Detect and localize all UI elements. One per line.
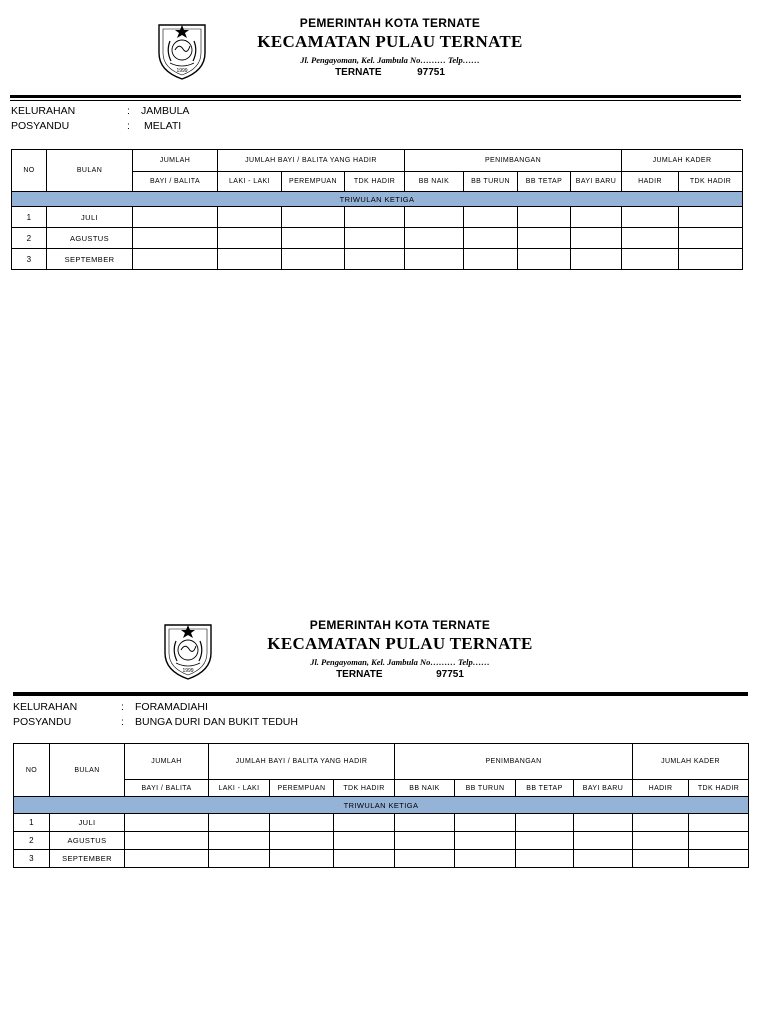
table-row [12, 207, 743, 228]
empty-cell[interactable] [209, 850, 270, 868]
postal-code: 97751 [436, 669, 464, 680]
empty-cell[interactable] [633, 850, 689, 868]
empty-cell[interactable] [270, 832, 334, 850]
col-hadir-group: JUMLAH BAYI / BALITA YANG HADIR [209, 744, 395, 780]
kelurahan-label: KELURAHAN [13, 701, 78, 713]
kelurahan-label: KELURAHAN [11, 105, 76, 117]
address-line: Jl. Pengayoman, Kel. Jambula No……… Telp…… [310, 657, 490, 667]
city-line [206, 669, 594, 680]
header-rule-thin [10, 100, 741, 101]
col-bulan: BULAN [50, 744, 125, 797]
district-title: KECAMATAN PULAU TERNATE [257, 32, 523, 51]
row-month: JULI [50, 814, 125, 832]
empty-cell[interactable] [455, 814, 516, 832]
empty-cell[interactable] [679, 207, 743, 228]
empty-cell[interactable] [334, 850, 395, 868]
empty-cell[interactable] [622, 228, 679, 249]
empty-cell[interactable] [334, 814, 395, 832]
posyandu-row [13, 715, 298, 730]
empty-cell[interactable] [516, 832, 574, 850]
col-perempuan: PEREMPUAN [282, 172, 345, 192]
empty-cell[interactable] [689, 814, 749, 832]
table-row [12, 228, 743, 249]
empty-cell[interactable] [405, 207, 464, 228]
row-number: 3 [14, 850, 50, 868]
row-number: 1 [14, 814, 50, 832]
empty-cell[interactable] [395, 832, 455, 850]
row-month: JULI [47, 207, 133, 228]
empty-cell[interactable] [518, 228, 571, 249]
row-number: 2 [14, 832, 50, 850]
empty-cell[interactable] [571, 249, 622, 270]
col-bayi-balita: BAYI / BALITA [133, 172, 218, 192]
empty-cell[interactable] [125, 850, 209, 868]
empty-cell[interactable] [574, 850, 633, 868]
empty-cell[interactable] [405, 228, 464, 249]
col-laki: LAKI - LAKI [218, 172, 282, 192]
quarter-band-row [12, 192, 743, 207]
district-title: KECAMATAN PULAU TERNATE [267, 634, 533, 653]
empty-cell[interactable] [679, 249, 743, 270]
separator: : [121, 701, 124, 713]
col-tdk-hadir: TDK HADIR [345, 172, 405, 192]
empty-cell[interactable] [334, 832, 395, 850]
government-title: PEMERINTAH KOTA TERNATE [299, 16, 481, 30]
col-tdk-hadir: TDK HADIR [334, 780, 395, 797]
separator: : [121, 716, 124, 728]
city-line [196, 67, 584, 78]
empty-cell[interactable] [125, 832, 209, 850]
table-row [14, 814, 749, 832]
col-bayi-baru: BAYI BARU [571, 172, 622, 192]
kelurahan-value: JAMBULA [141, 105, 190, 117]
row-number: 3 [12, 249, 47, 270]
col-no: NO [14, 744, 50, 797]
quarter-band: TRIWULAN KETIGA [12, 192, 743, 207]
col-bb-turun: BB TURUN [464, 172, 518, 192]
city-name: TERNATE [335, 67, 382, 78]
quarter-band: TRIWULAN KETIGA [14, 797, 749, 814]
address-line: Jl. Pengayoman, Kel. Jambula No……… Telp…… [300, 55, 480, 65]
empty-cell[interactable] [455, 832, 516, 850]
col-bb-naik: BB NAIK [395, 780, 455, 797]
empty-cell[interactable] [518, 249, 571, 270]
empty-cell[interactable] [518, 207, 571, 228]
empty-cell[interactable] [516, 850, 574, 868]
empty-cell[interactable] [464, 228, 518, 249]
row-month: AGUSTUS [47, 228, 133, 249]
empty-cell[interactable] [218, 207, 282, 228]
empty-cell[interactable] [209, 814, 270, 832]
kelurahan-row [11, 104, 189, 119]
row-number: 2 [12, 228, 47, 249]
empty-cell[interactable] [270, 850, 334, 868]
empty-cell[interactable] [455, 850, 516, 868]
posyandu-value: MELATI [144, 120, 182, 132]
kelurahan-row [13, 700, 298, 715]
empty-cell[interactable] [622, 249, 679, 270]
empty-cell[interactable] [133, 228, 218, 249]
city-name: TERNATE [336, 669, 383, 680]
postal-code: 97751 [417, 67, 445, 78]
empty-cell[interactable] [282, 249, 345, 270]
row-number: 1 [12, 207, 47, 228]
empty-cell[interactable] [574, 814, 633, 832]
separator: : [127, 120, 130, 132]
empty-cell[interactable] [689, 832, 749, 850]
col-bb-naik: BB NAIK [405, 172, 464, 192]
col-kader-hadir: HADIR [633, 780, 689, 797]
row-month: SEPTEMBER [47, 249, 133, 270]
letterhead [196, 16, 584, 78]
col-kader: JUMLAH KADER [633, 744, 749, 780]
empty-cell[interactable] [345, 228, 405, 249]
kelurahan-value: FORAMADIAHI [135, 701, 208, 713]
col-bulan: BULAN [47, 150, 133, 192]
col-penimbangan: PENIMBANGAN [405, 150, 622, 172]
empty-cell[interactable] [282, 207, 345, 228]
letterhead [206, 618, 594, 680]
empty-cell[interactable] [209, 832, 270, 850]
empty-cell[interactable] [395, 850, 455, 868]
svg-text:1999: 1999 [182, 668, 194, 674]
empty-cell[interactable] [345, 207, 405, 228]
empty-cell[interactable] [464, 207, 518, 228]
col-kader-tdk-hadir: TDK HADIR [679, 172, 743, 192]
empty-cell[interactable] [345, 249, 405, 270]
form-info [11, 104, 189, 134]
col-no: NO [12, 150, 47, 192]
separator: : [127, 105, 130, 117]
empty-cell[interactable] [571, 228, 622, 249]
empty-cell[interactable] [282, 228, 345, 249]
col-kader-hadir: HADIR [622, 172, 679, 192]
empty-cell[interactable] [405, 249, 464, 270]
table-header-row [14, 744, 749, 780]
col-kader: JUMLAH KADER [622, 150, 743, 172]
government-title: PEMERINTAH KOTA TERNATE [309, 618, 491, 632]
empty-cell[interactable] [395, 814, 455, 832]
report-table [13, 743, 749, 868]
posyandu-row [11, 119, 189, 134]
col-bb-tetap: BB TETAP [518, 172, 571, 192]
empty-cell[interactable] [689, 850, 749, 868]
row-month: AGUSTUS [50, 832, 125, 850]
svg-text:1999: 1999 [176, 68, 188, 74]
posyandu-label: POSYANDU [11, 120, 70, 132]
col-bb-tetap: BB TETAP [516, 780, 574, 797]
empty-cell[interactable] [270, 814, 334, 832]
table-row [14, 832, 749, 850]
empty-cell[interactable] [516, 814, 574, 832]
col-perempuan: PEREMPUAN [270, 780, 334, 797]
form-info [13, 700, 298, 730]
empty-cell[interactable] [125, 814, 209, 832]
col-kader-tdk-hadir: TDK HADIR [689, 780, 749, 797]
empty-cell[interactable] [679, 228, 743, 249]
report-table [11, 149, 743, 270]
table-subheader-row [14, 780, 749, 797]
header-rule-thick [10, 95, 741, 98]
table-header-row [12, 150, 743, 172]
col-jumlah: JUMLAH [125, 744, 209, 780]
col-laki: LAKI - LAKI [209, 780, 270, 797]
form-section-2 [0, 600, 768, 900]
row-month: SEPTEMBER [50, 850, 125, 868]
empty-cell[interactable] [571, 207, 622, 228]
table-row [14, 850, 749, 868]
col-bayi-balita: BAYI / BALITA [125, 780, 209, 797]
empty-cell[interactable] [218, 249, 282, 270]
col-bb-turun: BB TURUN [455, 780, 516, 797]
posyandu-label: POSYANDU [13, 716, 72, 728]
table-row [12, 249, 743, 270]
empty-cell[interactable] [133, 207, 218, 228]
col-penimbangan: PENIMBANGAN [395, 744, 633, 780]
quarter-band-row [14, 797, 749, 814]
header-rule-thick [13, 692, 748, 696]
empty-cell[interactable] [133, 249, 218, 270]
col-bayi-baru: BAYI BARU [574, 780, 633, 797]
empty-cell[interactable] [218, 228, 282, 249]
form-section-1 [0, 0, 768, 300]
empty-cell[interactable] [622, 207, 679, 228]
posyandu-value: BUNGA DURI DAN BUKIT TEDUH [135, 716, 298, 728]
empty-cell[interactable] [574, 832, 633, 850]
empty-cell[interactable] [633, 814, 689, 832]
col-hadir-group: JUMLAH BAYI / BALITA YANG HADIR [218, 150, 405, 172]
empty-cell[interactable] [633, 832, 689, 850]
empty-cell[interactable] [464, 249, 518, 270]
col-jumlah: JUMLAH [133, 150, 218, 172]
